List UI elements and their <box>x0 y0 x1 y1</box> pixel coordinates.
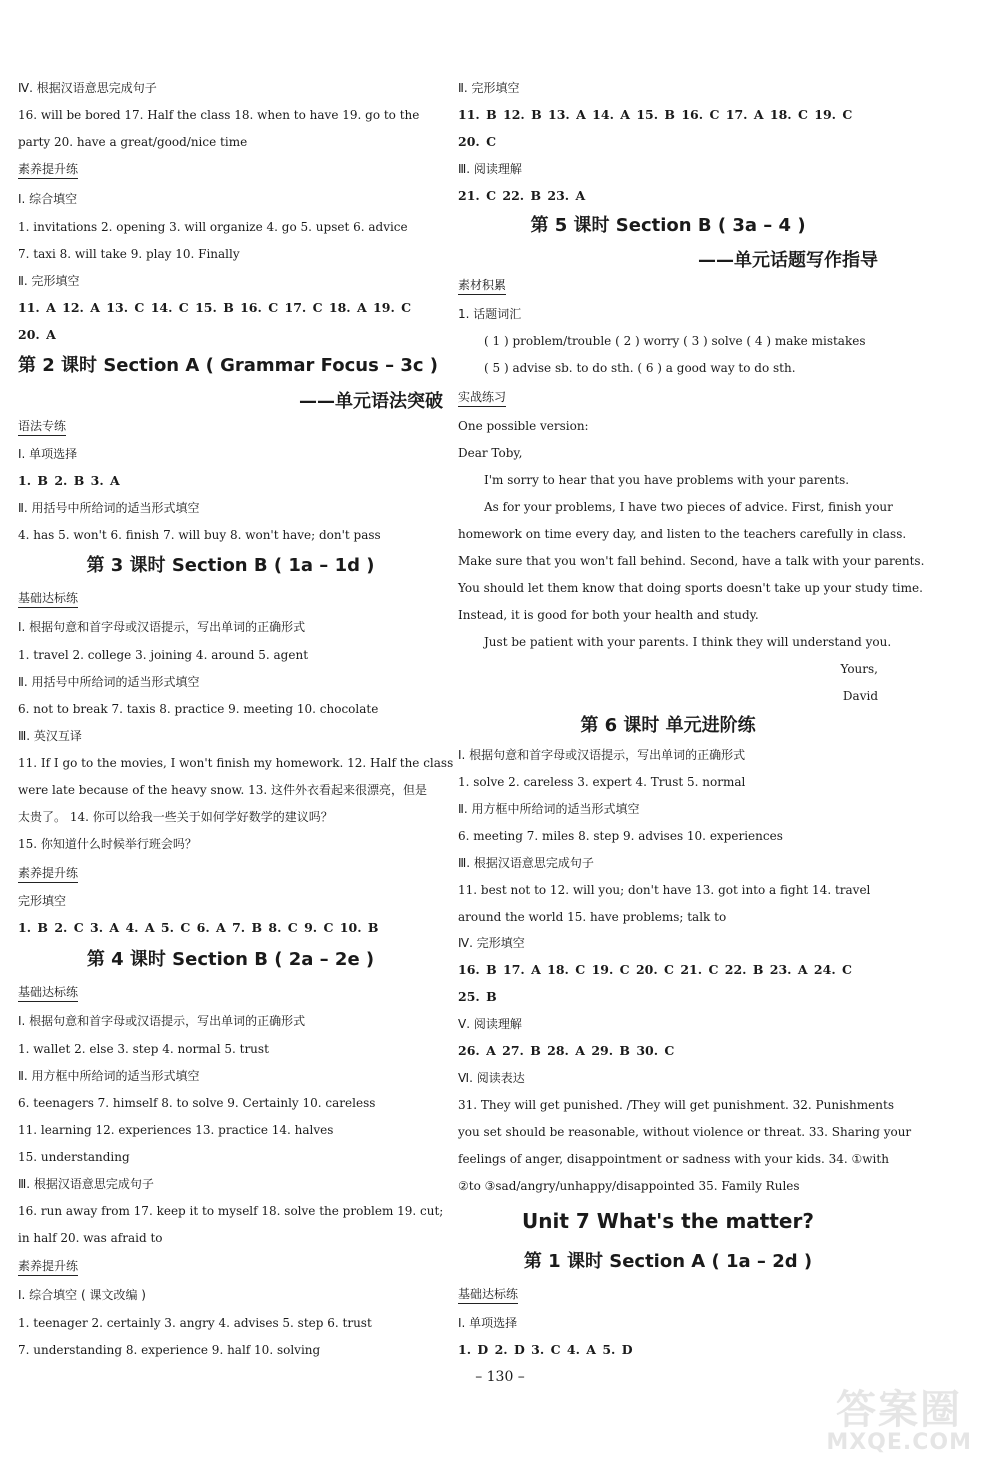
essay-line: You should let them know that doing sports doesn't take up your study time. <box>458 581 923 595</box>
exercise-heading: Ⅲ. 阅读理解 <box>458 162 522 176</box>
answer-line: feelings of anger, disappointment or sadness with your kids. 34. ①with <box>458 1152 889 1166</box>
section-label: 语法专练 <box>18 418 66 436</box>
answer-line: 7. taxi 8. will take 9. play 10. Finally <box>18 247 240 261</box>
watermark-url: MXQE.COM <box>826 1430 972 1455</box>
answer-line: party 20. have a great/good/nice time <box>18 135 248 149</box>
answer-line: 1. solve 2. careless 3. expert 4. Trust 5. normal <box>458 775 746 789</box>
section-label: 素养提升练 <box>18 865 78 883</box>
exercise-heading: Ⅰ. 根据句意和首字母或汉语提示，写出单词的正确形式 <box>18 1014 306 1028</box>
answer-line: 16. B 17. A 18. C 19. C 20. C 21. C 22. B 23. A 24. C <box>458 962 852 977</box>
answer-line: 1. B 2. B 3. A <box>18 473 120 488</box>
lesson-title: 第 3 课时 Section B ( 1a – 1d ) <box>86 555 375 576</box>
answer-line: 1. D 2. D 3. C 4. A 5. D <box>458 1342 633 1357</box>
answer-line: ( 1 ) problem/trouble ( 2 ) worry ( 3 ) solve ( 4 ) make mistakes <box>484 334 866 348</box>
answer-line: 1. teenager 2. certainly 3. angry 4. advises 5. step 6. trust <box>18 1316 372 1330</box>
answer-line: 1. wallet 2. else 3. step 4. normal 5. trust <box>18 1042 269 1056</box>
answer-line: 15. 你知道什么时候举行班会吗？ <box>18 837 197 851</box>
lesson-subtitle: ——单元语法突破 <box>299 391 443 412</box>
exercise-heading: Ⅰ. 综合填空 <box>18 192 78 206</box>
section-label: 素材积累 <box>458 277 506 295</box>
answer-line: around the world 15. have problems; talk to <box>458 910 727 924</box>
lesson-title: 第 5 课时 Section B ( 3a – 4 ) <box>530 215 806 236</box>
answer-line: 6. meeting 7. miles 8. step 9. advises 10. experiences <box>458 829 783 843</box>
exercise-heading: Ⅱ. 用括号中所给词的适当形式填空 <box>18 501 200 515</box>
lesson-title: 第 2 课时 Section A ( Grammar Focus – 3c ) <box>18 355 439 376</box>
watermark-logo-text: 答案圈 <box>836 1387 962 1433</box>
exercise-heading: Ⅴ. 阅读理解 <box>458 1017 522 1031</box>
answer-line: 4. has 5. won't 6. finish 7. will buy 8. won't have; don't pass <box>18 528 381 542</box>
answer-line: 11. B 12. B 13. A 14. A 15. B 16. C 17. A 18. C 19. C <box>458 107 853 122</box>
exercise-heading: Ⅱ. 用方框中所给词的适当形式填空 <box>458 802 640 816</box>
essay-line: One possible version: <box>458 419 589 433</box>
exercise-heading: 1. 话题词汇 <box>458 307 522 321</box>
exercise-heading: Ⅱ. 用括号中所给词的适当形式填空 <box>18 675 200 689</box>
unit-title: Unit 7 What's the matter? <box>522 1209 814 1233</box>
answer-line: 26. A 27. B 28. A 29. B 30. C <box>458 1043 675 1058</box>
exercise-heading: Ⅲ. 根据汉语意思完成句子 <box>18 1177 154 1191</box>
essay-line: I'm sorry to hear that you have problems with your parents. <box>484 473 850 487</box>
lesson-title: 第 6 课时 单元进阶练 <box>580 715 756 736</box>
exercise-heading: Ⅰ. 单项选择 <box>458 1316 518 1330</box>
essay-closing: Yours, <box>840 662 878 676</box>
answer-line: 31. They will get punished. /They will get punishment. 32. Punishments <box>458 1098 894 1112</box>
lesson-title: 第 4 课时 Section B ( 2a – 2e ) <box>86 949 375 970</box>
section-label: 实战练习 <box>458 389 506 407</box>
answer-line: 21. C 22. B 23. A <box>458 188 586 203</box>
answer-line: you set should be reasonable, without violence or threat. 33. Sharing your <box>458 1125 912 1139</box>
answer-line: 1. invitations 2. opening 3. will organize 4. go 5. upset 6. advice <box>18 220 408 234</box>
exercise-heading: Ⅲ. 根据汉语意思完成句子 <box>458 856 594 870</box>
answer-line: 16. will be bored 17. Half the class 18. when to have 19. go to the <box>18 108 420 122</box>
lesson-title: 第 1 课时 Section A ( 1a – 2d ) <box>523 1251 813 1272</box>
answer-line: ②to ③sad/angry/unhappy/disappointed 35. Family Rules <box>458 1179 800 1193</box>
section-label: 基础达标练 <box>18 590 78 608</box>
exercise-heading: Ⅳ. 根据汉语意思完成句子 <box>18 81 157 95</box>
answer-line: 20. C <box>458 134 497 149</box>
section-label: 素养提升练 <box>18 161 78 179</box>
exercise-heading: Ⅱ. 完形填空 <box>18 274 80 288</box>
exercise-heading: Ⅱ. 用方框中所给词的适当形式填空 <box>18 1069 200 1083</box>
answer-line: 11. best not to 12. will you; don't have 13. got into a fight 14. travel <box>458 883 871 897</box>
exercise-heading: Ⅱ. 完形填空 <box>458 81 520 95</box>
exercise-heading: Ⅲ. 英汉互译 <box>18 729 82 743</box>
exercise-heading: 完形填空 <box>18 894 67 908</box>
answer-line: 1. travel 2. college 3. joining 4. around 5. agent <box>18 648 309 662</box>
essay-line: Make sure that you won't fall behind. Second, have a talk with your parents. <box>458 554 925 568</box>
answer-line: in half 20. was afraid to <box>18 1231 163 1245</box>
section-label: 基础达标练 <box>458 1286 518 1304</box>
answer-line: 16. run away from 17. keep it to myself 18. solve the problem 19. cut; <box>18 1204 444 1218</box>
answer-line: 11. learning 12. experiences 13. practice 14. halves <box>18 1123 334 1137</box>
answer-line: 1. B 2. C 3. A 4. A 5. C 6. A 7. B 8. C 9. C 10. B <box>18 920 379 935</box>
exercise-heading: Ⅵ. 阅读表达 <box>458 1071 525 1085</box>
section-label: 素养提升练 <box>18 1258 78 1276</box>
answer-line: 7. understanding 8. experience 9. half 10. solving <box>18 1343 321 1357</box>
exercise-heading: Ⅰ. 根据句意和首字母或汉语提示，写出单词的正确形式 <box>18 620 306 634</box>
answer-line: 6. not to break 7. taxis 8. practice 9. meeting 10. chocolate <box>18 702 379 716</box>
lesson-subtitle: ——单元话题写作指导 <box>698 250 878 271</box>
watermark-logo <box>810 1378 980 1464</box>
answer-line: 11. If I go to the movies, I won't finish my homework. 12. Half the class <box>18 756 454 770</box>
answer-line: 6. teenagers 7. himself 8. to solve 9. Certainly 10. careless <box>18 1096 376 1110</box>
essay-line: Just be patient with your parents. I think they will understand you. <box>484 635 892 649</box>
answer-line: 15. understanding <box>18 1150 130 1164</box>
exercise-heading: Ⅰ. 根据句意和首字母或汉语提示，写出单词的正确形式 <box>458 748 746 762</box>
page-number: – 130 – <box>475 1369 525 1385</box>
answer-line: 20. A <box>18 327 56 342</box>
exercise-heading: Ⅳ. 完形填空 <box>458 936 525 950</box>
section-label: 基础达标练 <box>18 984 78 1002</box>
essay-line: Dear Toby, <box>458 446 523 460</box>
exercise-heading: Ⅰ. 单项选择 <box>18 447 78 461</box>
answer-line: were late because of the heavy snow. 13. 这件外衣看起来很漂亮，但是 <box>18 783 428 797</box>
essay-line: homework on time every day, and listen to the teachers carefully in class. <box>458 527 907 541</box>
essay-line: As for your problems, I have two pieces of advice. First, finish your <box>484 500 893 514</box>
answer-line: 25. B <box>458 989 497 1004</box>
answer-line: 11. A 12. A 13. C 14. C 15. B 16. C 17. C 18. A 19. C <box>18 300 412 315</box>
essay-line: Instead, it is good for both your health and study. <box>458 608 759 622</box>
answer-line: 太贵了。 14. 你可以给我一些关于如何学好数学的建议吗？ <box>18 810 333 824</box>
essay-signature: David <box>842 689 878 703</box>
answer-line: ( 5 ) advise sb. to do sth. ( 6 ) a good way to do sth. <box>484 361 796 375</box>
exercise-heading: Ⅰ. 综合填空 ( 课文改编 ) <box>18 1288 146 1302</box>
